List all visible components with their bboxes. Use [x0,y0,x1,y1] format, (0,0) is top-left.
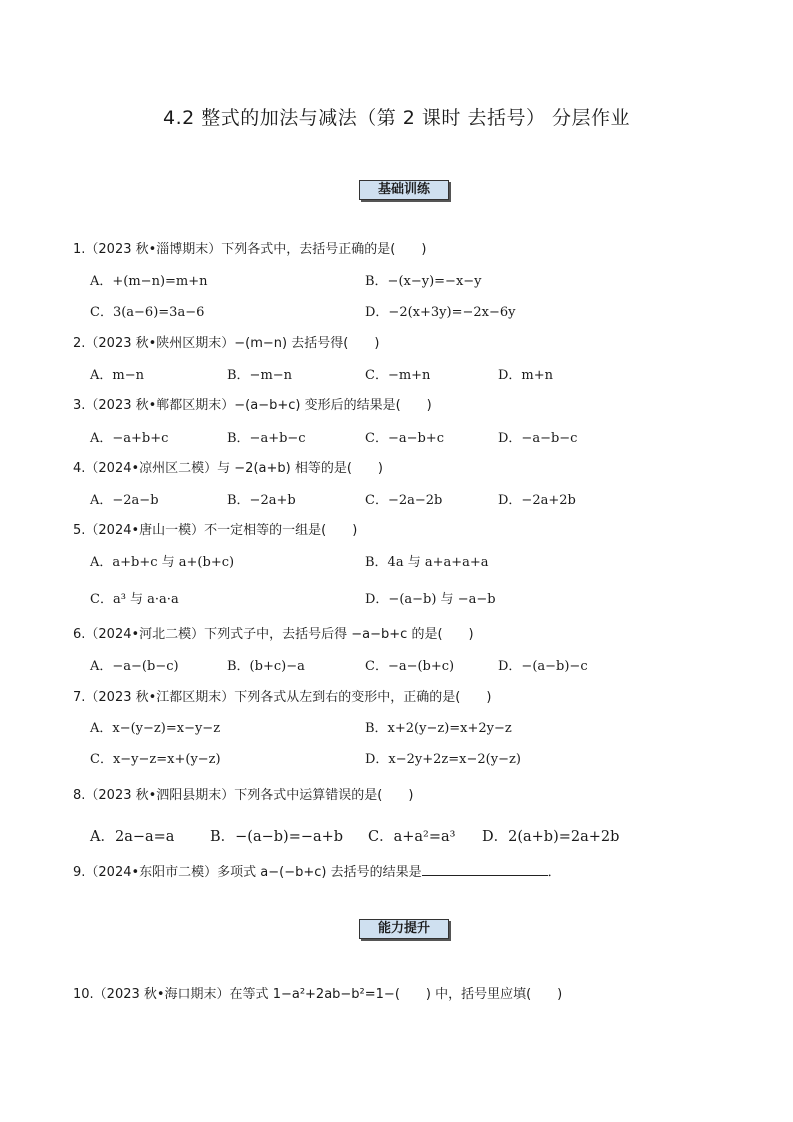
question-7: 7.（2023 秋•江都区期末）下列各式从左到右的变形中，正确的是( ) [73,690,492,705]
q4-option-d: D．−2a+2b [498,493,576,508]
q5-option-d: D．−(a−b) 与 −a−b [365,592,496,607]
q6-option-d: D．−(a−b)−c [498,659,588,674]
question-9 [73,861,561,880]
q3-option-d: D．−a−b−c [498,431,578,446]
section-badge-basic: 基础训练 [359,180,449,200]
q6-option-a: A．−a−(b−c) [90,659,179,674]
page-title: 4.2 整式的加法与减法（第 2 课时 去括号） 分层作业 [162,107,630,129]
q7-option-d: D．x−2y+2z=x−2(y−z) [365,752,521,767]
q3-option-c: C．−a−b+c [365,431,444,446]
question-1: 1.（2023 秋•淄博期末）下列各式中，去括号正确的是( ) [73,242,427,257]
q1-option-a: A．+(m−n)=m+n [90,274,208,289]
q9-answer-blank[interactable] [422,863,548,876]
question-6: 6.（2024•河北二模）下列式子中，去括号后得 −a−b+c 的是( ) [73,627,474,642]
question-8: 8.（2023 秋•泗阳县期末）下列各式中运算错误的是( ) [73,788,414,803]
question-4: 4.（2024•凉州区二模）与 −2(a+b) 相等的是( ) [73,461,383,476]
q1-option-c: C．3(a−6)=3a−6 [90,305,205,320]
q1-option-b: B．−(x−y)=−x−y [365,274,482,289]
question-3: 3.（2023 秋•郸都区期末）−(a−b+c) 变形后的结果是( ) [73,398,432,413]
q2-option-c: C．−m+n [365,368,431,383]
q3-option-b: B．−a+b−c [227,431,306,446]
q9-stem: 9.（2024•东阳市二模）多项式 a−(−b+c) 去括号的结果是 [73,865,422,880]
q2-option-a: A．m−n [90,368,144,383]
q1-option-d: D．−2(x+3y)=−2x−6y [365,305,516,320]
q8-option-b: B．−(a−b)=−a+b [210,829,344,845]
q5-option-b: B．4a 与 a+a+a+a [365,555,489,570]
q8-option-d: D．2(a+b)=2a+2b [482,829,620,845]
q5-option-c: C．a³ 与 a·a·a [90,592,179,607]
q6-option-b: B．(b+c)−a [227,659,305,674]
question-5: 5.（2024•唐山一模）不一定相等的一组是( ) [73,523,358,538]
q2-option-b: B．−m−n [227,368,293,383]
section-badge-advanced: 能力提升 [359,919,449,939]
q4-option-a: A．−2a−b [90,493,159,508]
q7-option-b: B．x+2(y−z)=x+2y−z [365,721,512,736]
q5-option-a: A．a+b+c 与 a+(b+c) [90,555,235,570]
q7-option-c: C．x−y−z=x+(y−z) [90,752,221,767]
q9-tail: ． [547,865,561,880]
q4-option-c: C．−2a−2b [365,493,443,508]
q4-option-b: B．−2a+b [227,493,296,508]
q6-option-c: C．−a−(b+c) [365,659,455,674]
question-2: 2.（2023 秋•陕州区期末）−(m−n) 去括号得( ) [73,336,380,351]
q8-option-c: C．a+a²=a³ [368,829,456,845]
q8-option-a: A．2a−a=a [90,829,175,845]
question-10: 10.（2023 秋•海口期末）在等式 1−a²+2ab−b²=1−( ) 中，括号里应填( ) [73,987,563,1002]
q3-option-a: A．−a+b+c [90,431,169,446]
q7-option-a: A．x−(y−z)=x−y−z [90,721,221,736]
q2-option-d: D．m+n [498,368,554,383]
